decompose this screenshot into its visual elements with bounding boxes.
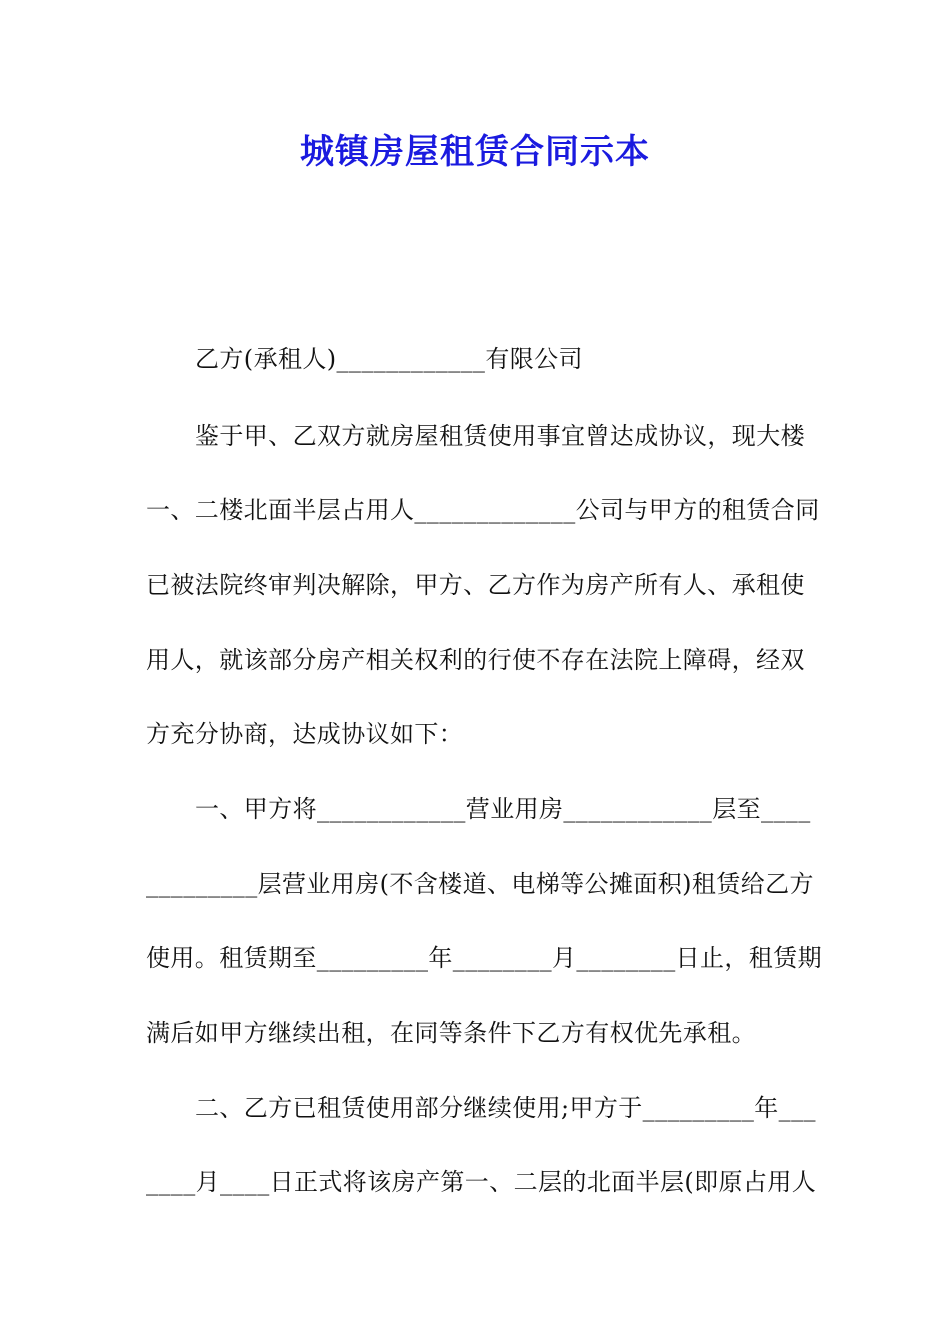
text-line: 已被法院终审判决解除，甲方、乙方作为房产所有人、承租使 xyxy=(146,571,805,599)
text-line-clause-1: 一、甲方将____________营业用房____________层至____ xyxy=(195,795,811,823)
text-line: 使用。租赁期至_________年________月________日止，租赁期 xyxy=(146,944,822,972)
text-line: 用人，就该部分房产相关权利的行使不存在法院上障碍，经双 xyxy=(146,646,805,674)
text-line: 一、二楼北面半层占用人_____________公司与甲方的租赁合同 xyxy=(146,496,820,524)
text-line: ____月____日正式将该房产第一、二层的北面半层(即原占用人 xyxy=(146,1168,817,1196)
text-line: 满后如甲方继续出租，在同等条件下乙方有权优先承租。 xyxy=(146,1019,756,1047)
document-title: 城镇房屋租赁合同示本 xyxy=(300,132,650,172)
text-line: 方充分协商，达成协议如下： xyxy=(146,720,464,748)
text-line: _________层营业用房(不含楼道、电梯等公摊面积)租赁给乙方 xyxy=(146,870,814,898)
text-line-lessee: 乙方(承租人)____________有限公司 xyxy=(195,345,583,373)
text-line-clause-2: 二、乙方已租赁使用部分继续使用;甲方于_________年___ xyxy=(195,1094,816,1122)
text-line: 鉴于甲、乙双方就房屋租赁使用事宜曾达成协议，现大楼 xyxy=(195,422,805,450)
